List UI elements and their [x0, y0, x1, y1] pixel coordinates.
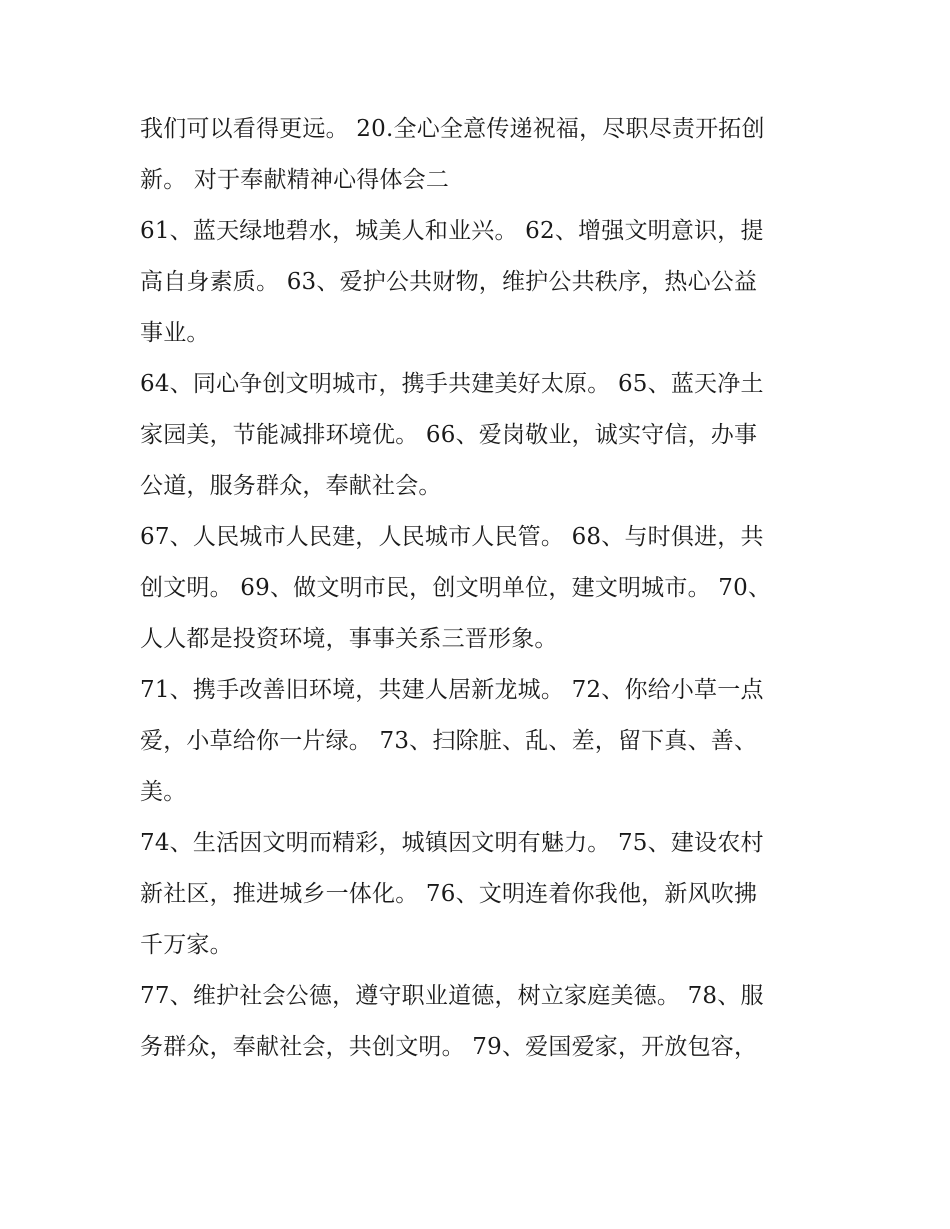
text-line: 事业。	[140, 320, 210, 346]
text-line: 千万家。	[140, 932, 233, 958]
text-line: 人人都是投资环境，事事关系三晋形象。	[140, 626, 558, 652]
text-line: 公道，服务群众，奉献社会。	[140, 473, 442, 499]
text-line: 64、同心争创文明城市，携手共建美好太原。 65、蓝天净土	[140, 371, 764, 397]
text-line: 67、人民城市人民建，人民城市人民管。 68、与时俱进，共	[140, 524, 764, 550]
text-line: 高自身素质。 63、爱护公共财物，维护公共秩序，热心公益	[140, 269, 758, 295]
text-line: 我们可以看得更远。 20.全心全意传递祝福，尽职尽责开拓创	[140, 116, 765, 142]
document-body	[140, 104, 810, 1073]
text-line: 美。	[140, 779, 187, 805]
text-line: 新社区，推进城乡一体化。 76、文明连着你我他，新风吹拂	[140, 881, 758, 907]
text-line: 家园美，节能减排环境优。 66、爱岗敬业，诚实守信，办事	[140, 422, 758, 448]
text-line: 新。 对于奉献精神心得体会二	[140, 167, 450, 193]
text-line: 务群众，奉献社会，共创文明。 79、爱国爱家，开放包容，	[140, 1034, 758, 1060]
text-line: 61、蓝天绿地碧水，城美人和业兴。 62、增强文明意识，提	[140, 218, 764, 244]
text-line: 74、生活因文明而精彩，城镇因文明有魅力。 75、建设农村	[140, 830, 764, 856]
text-line: 77、维护社会公德，遵守职业道德，树立家庭美德。 78、服	[140, 983, 764, 1009]
text-line: 创文明。 69、做文明市民，创文明单位，建文明城市。 70、	[140, 575, 772, 601]
text-line: 71、携手改善旧环境，共建人居新龙城。 72、你给小草一点	[140, 677, 764, 703]
text-line: 爱，小草给你一片绿。 73、扫除脏、乱、差，留下真、善、	[140, 728, 758, 754]
